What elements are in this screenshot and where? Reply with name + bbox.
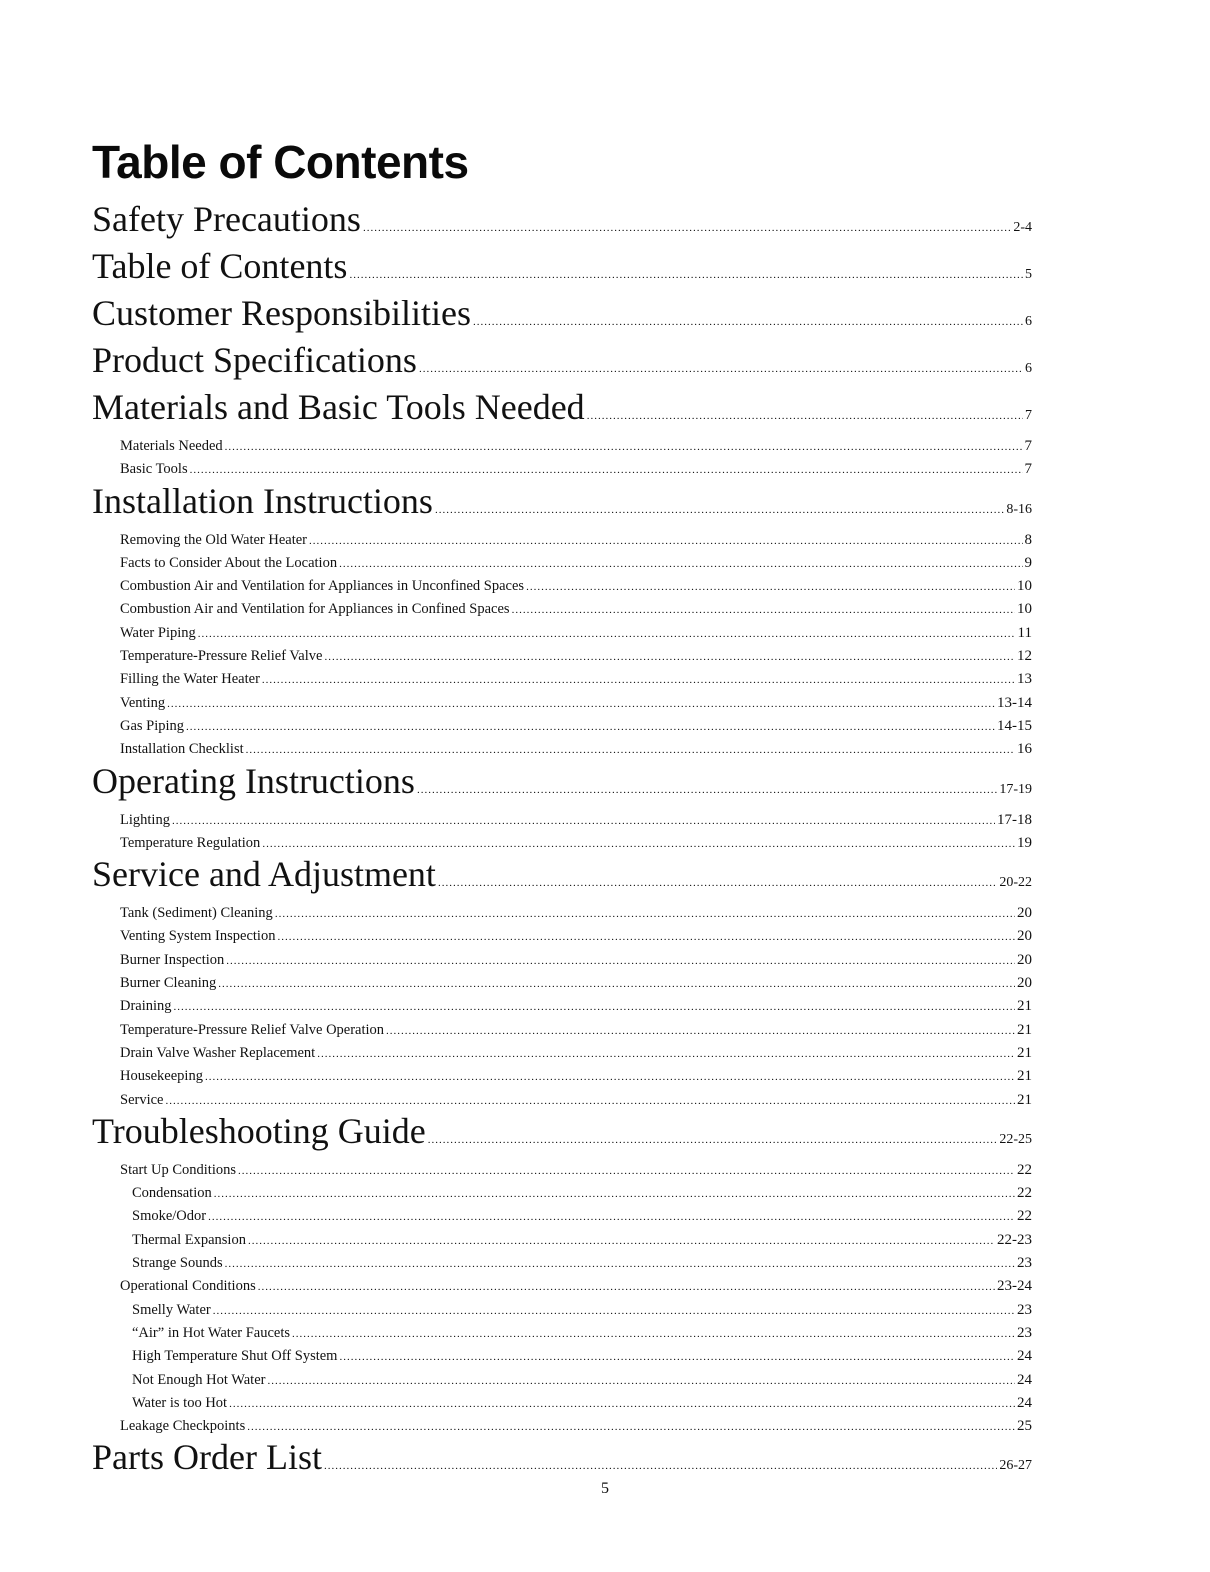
- dot-leader: [238, 1160, 1015, 1182]
- toc-entry-label: Water is too Hot: [132, 1394, 228, 1411]
- toc-entry-label: Smoke/Odor: [132, 1208, 207, 1225]
- dot-leader: [218, 973, 1015, 995]
- toc-subsection-entry: [92, 552, 1032, 575]
- toc-entry-page: 13: [1017, 671, 1032, 688]
- dot-leader: [229, 1393, 1015, 1415]
- toc-section-entry: [92, 762, 1032, 809]
- dot-leader: [417, 771, 997, 809]
- toc-section-entry: [92, 1112, 1032, 1159]
- dot-leader: [419, 350, 1023, 388]
- toc-subsection-entry: [92, 972, 1032, 995]
- dot-leader: [174, 996, 1015, 1018]
- dot-leader: [292, 1323, 1015, 1345]
- toc-entry-label: Venting: [120, 694, 166, 711]
- toc-subsection-entry: [92, 1089, 1032, 1112]
- toc-entry-page: 20: [1017, 905, 1032, 922]
- toc-subsubsection-entry: [92, 1345, 1032, 1368]
- dot-leader: [587, 397, 1023, 435]
- toc-subsection-entry: [92, 622, 1032, 645]
- toc-subsection-entry: [92, 809, 1032, 832]
- toc-entry-page: 17-18: [997, 811, 1032, 828]
- toc-subsubsection-entry: [92, 1182, 1032, 1205]
- toc-entry-page: 13-14: [997, 694, 1032, 711]
- toc-entry-label: Lighting: [120, 811, 170, 828]
- toc-entry-page: 24: [1017, 1348, 1032, 1365]
- dot-leader: [226, 950, 1015, 972]
- toc-entry-page: 21: [1017, 1044, 1032, 1061]
- toc-entry-page: 7: [1024, 438, 1032, 454]
- toc-subsubsection-entry: [92, 1369, 1032, 1392]
- toc-entry-label: Burner Inspection: [120, 951, 225, 968]
- toc-entry-label: Burner Cleaning: [120, 975, 217, 992]
- toc-entry-label: Customer Responsibilities: [92, 293, 472, 333]
- toc-entry-label: Gas Piping: [120, 717, 185, 734]
- toc-subsection-entry: [92, 1275, 1032, 1298]
- dot-leader: [262, 669, 1015, 691]
- dot-leader: [309, 530, 1022, 552]
- toc-subsection-entry: [92, 902, 1032, 925]
- toc-entry-page: 24: [1017, 1394, 1032, 1411]
- dot-leader: [317, 1043, 1015, 1065]
- toc-entry-label: Temperature-Pressure Relief Valve: [120, 648, 323, 665]
- toc-entry-label: Product Specifications: [92, 340, 417, 380]
- dot-leader: [172, 810, 995, 832]
- dot-leader: [186, 716, 995, 738]
- toc-entry-page: 23: [1017, 1255, 1032, 1272]
- toc-entry-page: 22: [1017, 1185, 1032, 1202]
- toc-subsection-entry: [92, 575, 1032, 598]
- toc-subsection-entry: [92, 1159, 1032, 1182]
- toc-entry-label: Operational Conditions: [120, 1278, 256, 1295]
- toc-entry-label: Installation Checklist: [120, 741, 244, 758]
- toc-subsection-entry: [92, 598, 1032, 621]
- toc-section-entry: [92, 341, 1032, 388]
- toc-subsection-entry: [92, 1019, 1032, 1042]
- dot-leader: [213, 1300, 1015, 1322]
- dot-leader: [208, 1206, 1015, 1228]
- toc-entry-label: Facts to Consider About the Location: [120, 554, 338, 571]
- toc-entry-label: Basic Tools: [120, 461, 188, 478]
- toc-section-entry: [92, 855, 1032, 902]
- toc-entry-page: 20: [1017, 951, 1032, 968]
- toc-entry-label: Venting System Inspection: [120, 928, 276, 945]
- toc-entry-page: 20: [1017, 928, 1032, 945]
- toc-entry-page: 10: [1017, 578, 1032, 595]
- toc-entry-label: Temperature-Pressure Relief Valve Operation: [120, 1021, 385, 1038]
- toc-entry-page: 25: [1017, 1418, 1032, 1435]
- toc-entry-label: Water Piping: [120, 624, 196, 641]
- dot-leader: [258, 1276, 995, 1298]
- dot-leader: [247, 1416, 1015, 1438]
- toc-section-entry: [92, 247, 1032, 294]
- page-title: Table of Contents: [92, 136, 469, 188]
- toc-entry-page: 14-15: [997, 717, 1032, 734]
- toc-subsection-entry: [92, 715, 1032, 738]
- toc-entry-page: 8: [1024, 531, 1032, 548]
- toc-entry-label: Combustion Air and Ventilation for Appliances in Confined Spaces: [120, 601, 510, 618]
- toc-subsubsection-entry: [92, 1229, 1032, 1252]
- toc-subsection-entry: [92, 738, 1032, 761]
- dot-leader: [512, 599, 1015, 621]
- dot-leader: [428, 1121, 998, 1159]
- toc-subsubsection-entry: [92, 1252, 1032, 1275]
- toc-entry-page: 21: [1017, 1021, 1032, 1038]
- toc-subsection-entry: [92, 435, 1032, 458]
- dot-leader: [473, 303, 1023, 341]
- toc-entry-page: 26-27: [999, 1458, 1032, 1474]
- dot-leader: [277, 926, 1015, 948]
- toc-entry-page: 16: [1017, 741, 1032, 758]
- toc-entry-page: 11: [1017, 624, 1032, 641]
- toc-subsection-entry: [92, 1415, 1032, 1438]
- dot-leader: [275, 903, 1015, 925]
- toc-subsection-entry: [92, 1065, 1032, 1088]
- dot-leader: [349, 256, 1023, 294]
- toc-subsection-entry: [92, 668, 1032, 691]
- toc-entry-page: 20-22: [999, 875, 1032, 891]
- toc-entry-page: 22-25: [999, 1131, 1032, 1147]
- dot-leader: [262, 833, 1015, 855]
- toc-subsection-entry: [92, 1042, 1032, 1065]
- dot-leader: [246, 739, 1015, 761]
- toc-subsection-entry: [92, 645, 1032, 668]
- table-of-contents: [92, 200, 1032, 1485]
- dot-leader: [214, 1183, 1015, 1205]
- toc-section-entry: [92, 294, 1032, 341]
- dot-leader: [386, 1020, 1015, 1042]
- toc-entry-page: 21: [1017, 998, 1032, 1015]
- toc-entry-label: Drain Valve Washer Replacement: [120, 1044, 316, 1061]
- toc-entry-label: Draining: [120, 998, 172, 1015]
- toc-subsection-entry: [92, 925, 1032, 948]
- toc-entry-page: 23: [1017, 1324, 1032, 1341]
- dot-leader: [324, 646, 1015, 668]
- dot-leader: [225, 436, 1023, 458]
- toc-entry-page: 20: [1017, 975, 1032, 992]
- toc-entry-label: Not Enough Hot Water: [132, 1371, 266, 1388]
- toc-subsection-entry: [92, 949, 1032, 972]
- dot-leader: [526, 576, 1015, 598]
- toc-entry-label: Strange Sounds: [132, 1255, 223, 1272]
- toc-subsection-entry: [92, 995, 1032, 1018]
- toc-entry-label: Leakage Checkpoints: [120, 1418, 246, 1435]
- toc-entry-label: Materials Needed: [120, 438, 223, 454]
- toc-entry-page: 22-23: [997, 1231, 1032, 1248]
- toc-entry-page: 12: [1017, 648, 1032, 665]
- dot-leader: [198, 623, 1016, 645]
- toc-entry-label: Safety Precautions: [92, 199, 361, 239]
- toc-entry-page: 6: [1025, 314, 1032, 329]
- dot-leader: [363, 209, 1011, 247]
- toc-entry-label: Thermal Expansion: [132, 1231, 246, 1248]
- toc-entry-page: 7: [1024, 461, 1032, 478]
- toc-entry-page: 23: [1017, 1301, 1032, 1318]
- dot-leader: [205, 1066, 1015, 1088]
- toc-subsection-entry: [92, 832, 1032, 855]
- toc-entry-label: Service and Adjustment: [92, 854, 436, 895]
- toc-entry-label: Materials and Basic Tools Needed: [92, 387, 585, 427]
- dot-leader: [167, 693, 995, 715]
- dot-leader: [190, 459, 1023, 481]
- dot-leader: [225, 1253, 1015, 1275]
- toc-section-entry: [92, 1438, 1032, 1485]
- toc-entry-page: 22: [1017, 1208, 1032, 1225]
- toc-entry-page: 10: [1017, 601, 1032, 618]
- toc-entry-page: 17-19: [999, 781, 1032, 797]
- toc-subsubsection-entry: [92, 1392, 1032, 1415]
- toc-entry-label: Operating Instructions: [92, 760, 415, 801]
- dot-leader: [267, 1370, 1015, 1392]
- toc-entry-page: 8-16: [1006, 501, 1032, 517]
- toc-entry-label: Service: [120, 1091, 164, 1108]
- toc-entry-page: 2-4: [1013, 220, 1032, 235]
- toc-entry-label: Table of Contents: [92, 246, 348, 286]
- toc-section-entry: [92, 482, 1032, 529]
- dot-leader: [435, 491, 1004, 529]
- toc-entry-page: 9: [1024, 554, 1032, 571]
- toc-entry-label: Removing the Old Water Heater: [120, 531, 308, 548]
- toc-subsection-entry: [92, 458, 1032, 481]
- toc-entry-label: “Air” in Hot Water Faucets: [132, 1324, 291, 1341]
- toc-entry-label: Temperature Regulation: [120, 834, 261, 851]
- toc-entry-label: Parts Order List: [92, 1437, 322, 1478]
- toc-subsubsection-entry: [92, 1205, 1032, 1228]
- toc-entry-label: Condensation: [132, 1185, 212, 1202]
- toc-section-entry: [92, 200, 1032, 247]
- toc-entry-label: Filling the Water Heater: [120, 671, 260, 688]
- toc-entry-page: 6: [1025, 361, 1032, 376]
- toc-entry-page: 24: [1017, 1371, 1032, 1388]
- dot-leader: [165, 1090, 1015, 1112]
- toc-entry-page: 21: [1017, 1068, 1032, 1085]
- dot-leader: [248, 1230, 995, 1252]
- toc-entry-label: Start Up Conditions: [120, 1161, 237, 1178]
- toc-subsubsection-entry: [92, 1322, 1032, 1345]
- toc-entry-page: 5: [1025, 267, 1032, 282]
- toc-entry-label: Installation Instructions: [92, 480, 433, 521]
- toc-entry-page: 7: [1025, 408, 1032, 423]
- dot-leader: [339, 553, 1022, 575]
- toc-entry-label: High Temperature Shut Off System: [132, 1348, 338, 1365]
- toc-subsection-entry: [92, 692, 1032, 715]
- toc-section-entry: [92, 388, 1032, 435]
- toc-entry-label: Combustion Air and Ventilation for Appliances in Unconfined Spaces: [120, 578, 525, 595]
- toc-entry-label: Tank (Sediment) Cleaning: [120, 905, 273, 922]
- toc-entry-label: Smelly Water: [132, 1301, 211, 1318]
- toc-entry-page: 21: [1017, 1091, 1032, 1108]
- toc-entry-page: 23-24: [997, 1278, 1032, 1295]
- dot-leader: [438, 864, 997, 902]
- toc-subsubsection-entry: [92, 1299, 1032, 1322]
- toc-entry-page: 22: [1017, 1161, 1032, 1178]
- toc-entry-label: Troubleshooting Guide: [92, 1110, 426, 1151]
- toc-entry-label: Housekeeping: [120, 1068, 203, 1085]
- toc-subsection-entry: [92, 529, 1032, 552]
- toc-entry-page: 19: [1017, 834, 1032, 851]
- page-number: 5: [601, 1480, 609, 1497]
- dot-leader: [339, 1346, 1015, 1368]
